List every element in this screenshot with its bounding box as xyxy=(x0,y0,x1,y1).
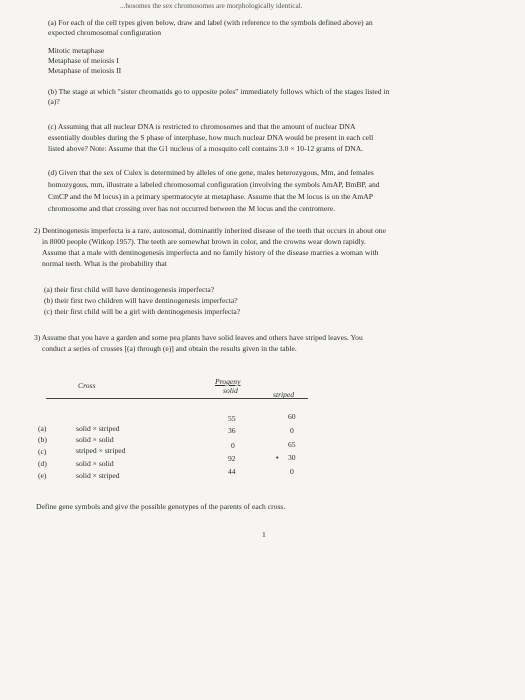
table-header-progeny: Progeny xyxy=(215,377,241,386)
q2-part-c: (c) their first child will be a girl with dentinogenesis imperfecta? xyxy=(44,307,241,316)
q1a-line1: (a) For each of the cell types given below, draw and label (with reference to the symbols defined above) an xyxy=(48,18,373,27)
q2-line2: in 8000 people (Witkop 1957). The teeth are somewhat brown in color, and the crowns wear down rapidly. xyxy=(42,237,366,246)
q1a-line2: expected chromosomal configuration xyxy=(48,28,162,37)
top-cut-line: ...hosomes the sex chromosomes are morphologically identical. xyxy=(120,2,303,10)
q2-part-a: (a) their first child will have dentinogenesis imperfecta? xyxy=(44,285,215,294)
q1c-line1: (c) Assuming that all nuclear DNA is restricted to chromosomes and that the amount of nuclear DNA xyxy=(48,122,356,131)
q1b-line2: (a)? xyxy=(48,97,60,106)
q1d-line2: homozygous, mm, illustrate a labeled chromosomal configuration (involving the symbols AmAP, BmBP, and xyxy=(48,180,380,189)
q1b-line1: (b) The stage at which "sister chromatids go to opposite poles" immediately follows which of the stages listed in xyxy=(48,87,390,96)
cell-type-meiosis-1: Metaphase of meiosis I xyxy=(48,56,119,65)
row-cross-d: solid × solid xyxy=(76,459,114,468)
row-striped-b: 0 xyxy=(290,426,294,435)
row-label-c: (c) xyxy=(38,447,47,456)
row-label-e: (e) xyxy=(38,471,47,480)
table-header-rule xyxy=(46,398,308,399)
row-cross-c: striped × striped xyxy=(76,446,126,455)
row-cross-b: solid × solid xyxy=(76,435,114,444)
row-solid-d: 92 xyxy=(228,454,236,463)
q1c-line2: essentially doubles during the S phase of interphase, how much nuclear DNA would be present in each cell xyxy=(48,133,374,142)
row-striped-c: 65 xyxy=(288,440,296,449)
table-header-solid: solid xyxy=(223,386,238,395)
table-header-cross: Cross xyxy=(78,381,96,390)
row-striped-d: 30 xyxy=(288,453,296,462)
row-solid-b: 36 xyxy=(228,426,236,435)
cell-type-meiosis-2: Metaphase of meiosis II xyxy=(48,66,122,75)
cell-type-mitotic: Mitotic metaphase xyxy=(48,46,105,55)
row-label-a: (a) xyxy=(38,424,47,433)
row-cross-a: solid × striped xyxy=(76,424,120,433)
row-solid-e: 44 xyxy=(228,467,236,476)
row-solid-a: 55 xyxy=(228,414,236,423)
row-cross-e: solid × striped xyxy=(76,471,120,480)
row-label-d: (d) xyxy=(38,459,47,468)
q2-line4: normal teeth. What is the probability that xyxy=(42,259,167,268)
q1d-line4: chromosome and that crossing over has not occurred between the M locus and the centromere. xyxy=(48,204,335,213)
q1d-line1: (d) Given that the sex of Culex is determined by alleles of one gene, males heterozygous, Mm, and females xyxy=(48,168,374,177)
row-solid-c: 0 xyxy=(231,441,235,450)
bullet-dot: • xyxy=(276,453,279,462)
q2-line1: 2) Dentinogenesis imperfecta is a rare, autosomal, dominantly inherited disease of the teeth that occurs in about one xyxy=(34,226,386,235)
q3-instruction: Define gene symbols and give the possible genotypes of the parents of each cross. xyxy=(36,502,286,511)
row-striped-e: 0 xyxy=(290,467,294,476)
table-header-striped: striped xyxy=(273,390,295,399)
q3-line2: conduct a series of crosses [(a) through (e)] and obtain the results given in the table. xyxy=(42,344,297,353)
q1d-line3: CmCP and the M locus) in a primary spermatocyte at metaphase. Assume that the M locus is on the AmAP xyxy=(48,192,373,201)
q3-line1: 3) Assume that you have a garden and some pea plants have solid leaves and others have striped leaves. You xyxy=(34,333,363,342)
row-striped-a: 60 xyxy=(288,412,296,421)
q2-part-b: (b) their first two children will have dentinogenesis imperfecta? xyxy=(44,296,238,305)
q2-line3: Assume that a male with dentinogenesis imperfecta and no family history of the disease marries a woman with xyxy=(42,248,379,257)
q1c-line3: listed above? Note: Assume that the G1 nucleus of a mosquito cell contains 3.0 × 10-12 grams of DNA. xyxy=(48,144,364,153)
row-label-b: (b) xyxy=(38,435,47,444)
page-number: 1 xyxy=(262,530,266,539)
